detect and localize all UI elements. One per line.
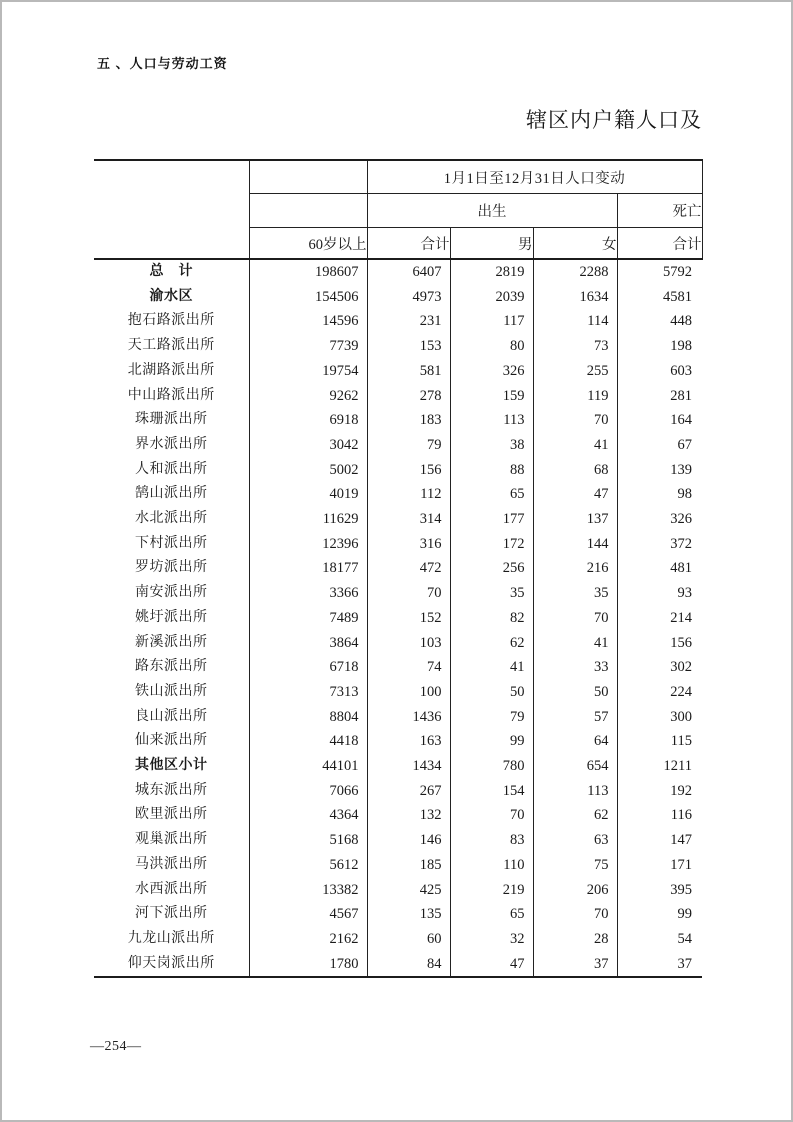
cell-value: 256 bbox=[450, 556, 533, 581]
stub-header-cell bbox=[94, 160, 249, 259]
cell-value: 28 bbox=[533, 927, 617, 952]
table-row bbox=[94, 779, 702, 804]
cell-value: 54 bbox=[617, 927, 702, 952]
row-label: 抱石路派出所 bbox=[127, 313, 215, 329]
table-row bbox=[94, 507, 702, 532]
table-body bbox=[94, 259, 702, 977]
cell-value: 1634 bbox=[533, 285, 617, 310]
row-label: 天工路派出所 bbox=[127, 338, 215, 354]
row-label: 九龙山派出所 bbox=[127, 930, 215, 946]
cell-value: 7313 bbox=[249, 680, 367, 705]
table-row bbox=[94, 532, 702, 557]
cell-value: 3366 bbox=[249, 581, 367, 606]
cell-value: 302 bbox=[617, 655, 702, 680]
table-row bbox=[94, 285, 702, 310]
row-label: 新溪派出所 bbox=[135, 634, 208, 650]
cell-value: 316 bbox=[367, 532, 450, 557]
cell-value: 98 bbox=[617, 482, 702, 507]
table-row bbox=[94, 334, 702, 359]
death-group-header-cell: 死亡 bbox=[617, 194, 702, 228]
cell-value: 231 bbox=[367, 309, 450, 334]
cell-value: 14596 bbox=[249, 309, 367, 334]
cell-value: 99 bbox=[450, 729, 533, 754]
cell-value: 154 bbox=[450, 779, 533, 804]
cell-value: 192 bbox=[617, 779, 702, 804]
row-label: 界水派出所 bbox=[135, 436, 208, 452]
cell-value: 99 bbox=[617, 902, 702, 927]
cell-value: 581 bbox=[367, 359, 450, 384]
table-row bbox=[94, 705, 702, 730]
table-row bbox=[94, 556, 702, 581]
cell-value: 183 bbox=[367, 408, 450, 433]
row-label: 欧里派出所 bbox=[135, 807, 208, 823]
cell-value: 83 bbox=[450, 828, 533, 853]
cell-value: 112 bbox=[367, 482, 450, 507]
cell-value: 219 bbox=[450, 878, 533, 903]
cell-value: 50 bbox=[533, 680, 617, 705]
column-header-birth-male: 男 bbox=[450, 228, 533, 260]
cell-value: 6407 bbox=[367, 259, 450, 285]
cell-value: 18177 bbox=[249, 556, 367, 581]
row-label: 河下派出所 bbox=[135, 906, 208, 922]
cell-value: 267 bbox=[367, 779, 450, 804]
row-label: 水北派出所 bbox=[135, 511, 208, 527]
table-row bbox=[94, 408, 702, 433]
table-row bbox=[94, 680, 702, 705]
table-header bbox=[94, 160, 702, 259]
cell-value: 144 bbox=[533, 532, 617, 557]
cell-value: 35 bbox=[533, 581, 617, 606]
cell-value: 119 bbox=[533, 384, 617, 409]
cell-value: 114 bbox=[533, 309, 617, 334]
cell-value: 1780 bbox=[249, 952, 367, 978]
cell-value: 147 bbox=[617, 828, 702, 853]
cell-value: 37 bbox=[533, 952, 617, 978]
cell-value: 100 bbox=[367, 680, 450, 705]
header-row-group bbox=[94, 160, 702, 194]
table-row bbox=[94, 359, 702, 384]
row-label: 城东派出所 bbox=[135, 782, 208, 798]
row-label: 中山路派出所 bbox=[127, 387, 215, 403]
cell-value: 57 bbox=[533, 705, 617, 730]
cell-value: 47 bbox=[533, 482, 617, 507]
cell-value: 67 bbox=[617, 433, 702, 458]
cell-value: 326 bbox=[617, 507, 702, 532]
cell-value: 79 bbox=[367, 433, 450, 458]
cell-value: 63 bbox=[533, 828, 617, 853]
table-row bbox=[94, 853, 702, 878]
cell-value: 281 bbox=[617, 384, 702, 409]
row-label: 铁山派出所 bbox=[135, 683, 208, 699]
cell-value: 12396 bbox=[249, 532, 367, 557]
empty-header-cell bbox=[249, 194, 367, 228]
table-row bbox=[94, 458, 702, 483]
cell-value: 214 bbox=[617, 606, 702, 631]
cell-value: 7066 bbox=[249, 779, 367, 804]
column-header-birth-female: 女 bbox=[533, 228, 617, 260]
cell-value: 41 bbox=[533, 433, 617, 458]
cell-value: 4567 bbox=[249, 902, 367, 927]
cell-value: 7489 bbox=[249, 606, 367, 631]
cell-value: 19754 bbox=[249, 359, 367, 384]
section-header: 五 、人口与劳动工资 bbox=[97, 56, 228, 71]
cell-value: 82 bbox=[450, 606, 533, 631]
cell-value: 70 bbox=[533, 606, 617, 631]
row-label: 罗坊派出所 bbox=[135, 560, 208, 576]
cell-value: 44101 bbox=[249, 754, 367, 779]
cell-value: 326 bbox=[450, 359, 533, 384]
cell-value: 93 bbox=[617, 581, 702, 606]
cell-value: 70 bbox=[367, 581, 450, 606]
row-label: 水西派出所 bbox=[135, 881, 208, 897]
cell-value: 13382 bbox=[249, 878, 367, 903]
cell-value: 84 bbox=[367, 952, 450, 978]
cell-value: 1434 bbox=[367, 754, 450, 779]
cell-value: 159 bbox=[450, 384, 533, 409]
cell-value: 73 bbox=[533, 334, 617, 359]
cell-value: 481 bbox=[617, 556, 702, 581]
cell-value: 2288 bbox=[533, 259, 617, 285]
table-row bbox=[94, 902, 702, 927]
cell-value: 35 bbox=[450, 581, 533, 606]
cell-value: 314 bbox=[367, 507, 450, 532]
cell-value: 1211 bbox=[617, 754, 702, 779]
cell-value: 75 bbox=[533, 853, 617, 878]
cell-value: 50 bbox=[450, 680, 533, 705]
cell-value: 115 bbox=[617, 729, 702, 754]
row-label: 总 计 bbox=[149, 264, 193, 279]
row-label: 路东派出所 bbox=[135, 659, 208, 675]
cell-value: 372 bbox=[617, 532, 702, 557]
cell-value: 198607 bbox=[249, 259, 367, 285]
cell-value: 9262 bbox=[249, 384, 367, 409]
cell-value: 37 bbox=[617, 952, 702, 978]
table-row bbox=[94, 729, 702, 754]
table-row bbox=[94, 655, 702, 680]
cell-value: 156 bbox=[617, 631, 702, 656]
column-header-age60: 60岁以上 bbox=[249, 228, 367, 260]
cell-value: 79 bbox=[450, 705, 533, 730]
cell-value: 132 bbox=[367, 803, 450, 828]
cell-value: 4581 bbox=[617, 285, 702, 310]
cell-value: 2162 bbox=[249, 927, 367, 952]
cell-value: 425 bbox=[367, 878, 450, 903]
group-header-cell: 1月1日至12月31日人口变动 bbox=[367, 160, 702, 194]
cell-value: 70 bbox=[533, 408, 617, 433]
row-label: 下村派出所 bbox=[135, 535, 208, 551]
cell-value: 88 bbox=[450, 458, 533, 483]
cell-value: 395 bbox=[617, 878, 702, 903]
table-row bbox=[94, 433, 702, 458]
cell-value: 4973 bbox=[367, 285, 450, 310]
cell-value: 5002 bbox=[249, 458, 367, 483]
column-header-death-total: 合计 bbox=[617, 228, 702, 260]
cell-value: 5612 bbox=[249, 853, 367, 878]
table-row bbox=[94, 259, 702, 285]
cell-value: 113 bbox=[450, 408, 533, 433]
cell-value: 4019 bbox=[249, 482, 367, 507]
cell-value: 3864 bbox=[249, 631, 367, 656]
row-label: 鹄山派出所 bbox=[135, 486, 208, 502]
table-row bbox=[94, 878, 702, 903]
cell-value: 2039 bbox=[450, 285, 533, 310]
cell-value: 8804 bbox=[249, 705, 367, 730]
page-number: —254— bbox=[90, 1039, 142, 1054]
cell-value: 1436 bbox=[367, 705, 450, 730]
population-table bbox=[94, 159, 703, 978]
birth-group-header-cell: 出生 bbox=[367, 194, 617, 228]
cell-value: 103 bbox=[367, 631, 450, 656]
cell-value: 65 bbox=[450, 482, 533, 507]
table-row bbox=[94, 803, 702, 828]
cell-value: 654 bbox=[533, 754, 617, 779]
cell-value: 74 bbox=[367, 655, 450, 680]
table-row bbox=[94, 927, 702, 952]
cell-value: 198 bbox=[617, 334, 702, 359]
cell-value: 6718 bbox=[249, 655, 367, 680]
cell-value: 172 bbox=[450, 532, 533, 557]
row-label: 良山派出所 bbox=[135, 708, 208, 724]
cell-value: 278 bbox=[367, 384, 450, 409]
cell-value: 185 bbox=[367, 853, 450, 878]
row-label: 北湖路派出所 bbox=[127, 362, 215, 378]
table-row bbox=[94, 482, 702, 507]
cell-value: 603 bbox=[617, 359, 702, 384]
cell-value: 33 bbox=[533, 655, 617, 680]
cell-value: 224 bbox=[617, 680, 702, 705]
cell-value: 5168 bbox=[249, 828, 367, 853]
cell-value: 117 bbox=[450, 309, 533, 334]
cell-value: 41 bbox=[533, 631, 617, 656]
column-header-birth-total: 合计 bbox=[367, 228, 450, 260]
cell-value: 154506 bbox=[249, 285, 367, 310]
cell-value: 80 bbox=[450, 334, 533, 359]
cell-value: 65 bbox=[450, 902, 533, 927]
cell-value: 62 bbox=[533, 803, 617, 828]
empty-header-cell bbox=[249, 160, 367, 194]
table-row bbox=[94, 754, 702, 779]
cell-value: 4364 bbox=[249, 803, 367, 828]
row-label: 观巢派出所 bbox=[135, 832, 208, 848]
cell-value: 255 bbox=[533, 359, 617, 384]
table-row bbox=[94, 828, 702, 853]
table-row bbox=[94, 631, 702, 656]
cell-value: 135 bbox=[367, 902, 450, 927]
cell-value: 110 bbox=[450, 853, 533, 878]
cell-value: 171 bbox=[617, 853, 702, 878]
table-row bbox=[94, 384, 702, 409]
cell-value: 47 bbox=[450, 952, 533, 978]
cell-value: 216 bbox=[533, 556, 617, 581]
row-label: 仰天岗派出所 bbox=[127, 955, 215, 971]
table-row bbox=[94, 581, 702, 606]
cell-value: 139 bbox=[617, 458, 702, 483]
cell-value: 68 bbox=[533, 458, 617, 483]
cell-value: 448 bbox=[617, 309, 702, 334]
cell-value: 300 bbox=[617, 705, 702, 730]
cell-value: 137 bbox=[533, 507, 617, 532]
cell-value: 64 bbox=[533, 729, 617, 754]
table-row bbox=[94, 606, 702, 631]
cell-value: 780 bbox=[450, 754, 533, 779]
table-row bbox=[94, 309, 702, 334]
cell-value: 32 bbox=[450, 927, 533, 952]
cell-value: 164 bbox=[617, 408, 702, 433]
cell-value: 4418 bbox=[249, 729, 367, 754]
cell-value: 163 bbox=[367, 729, 450, 754]
row-label: 珠珊派出所 bbox=[135, 412, 208, 428]
row-label: 姚圩派出所 bbox=[135, 609, 208, 625]
cell-value: 206 bbox=[533, 878, 617, 903]
cell-value: 41 bbox=[450, 655, 533, 680]
cell-value: 2819 bbox=[450, 259, 533, 285]
cell-value: 7739 bbox=[249, 334, 367, 359]
row-label: 仙来派出所 bbox=[135, 733, 208, 749]
row-label: 渝水区 bbox=[149, 288, 193, 304]
cell-value: 60 bbox=[367, 927, 450, 952]
cell-value: 70 bbox=[450, 803, 533, 828]
row-label: 人和派出所 bbox=[135, 461, 208, 477]
row-label: 南安派出所 bbox=[135, 585, 208, 601]
cell-value: 472 bbox=[367, 556, 450, 581]
cell-value: 3042 bbox=[249, 433, 367, 458]
cell-value: 156 bbox=[367, 458, 450, 483]
cell-value: 6918 bbox=[249, 408, 367, 433]
cell-value: 5792 bbox=[617, 259, 702, 285]
cell-value: 116 bbox=[617, 803, 702, 828]
row-label: 其他区小计 bbox=[135, 758, 208, 774]
page-title: 辖区内户籍人口及 bbox=[526, 108, 702, 132]
cell-value: 38 bbox=[450, 433, 533, 458]
cell-value: 153 bbox=[367, 334, 450, 359]
row-label: 马洪派出所 bbox=[135, 856, 208, 872]
cell-value: 152 bbox=[367, 606, 450, 631]
cell-value: 70 bbox=[533, 902, 617, 927]
cell-value: 146 bbox=[367, 828, 450, 853]
cell-value: 113 bbox=[533, 779, 617, 804]
cell-value: 177 bbox=[450, 507, 533, 532]
table-row bbox=[94, 952, 702, 978]
cell-value: 62 bbox=[450, 631, 533, 656]
cell-value: 11629 bbox=[249, 507, 367, 532]
